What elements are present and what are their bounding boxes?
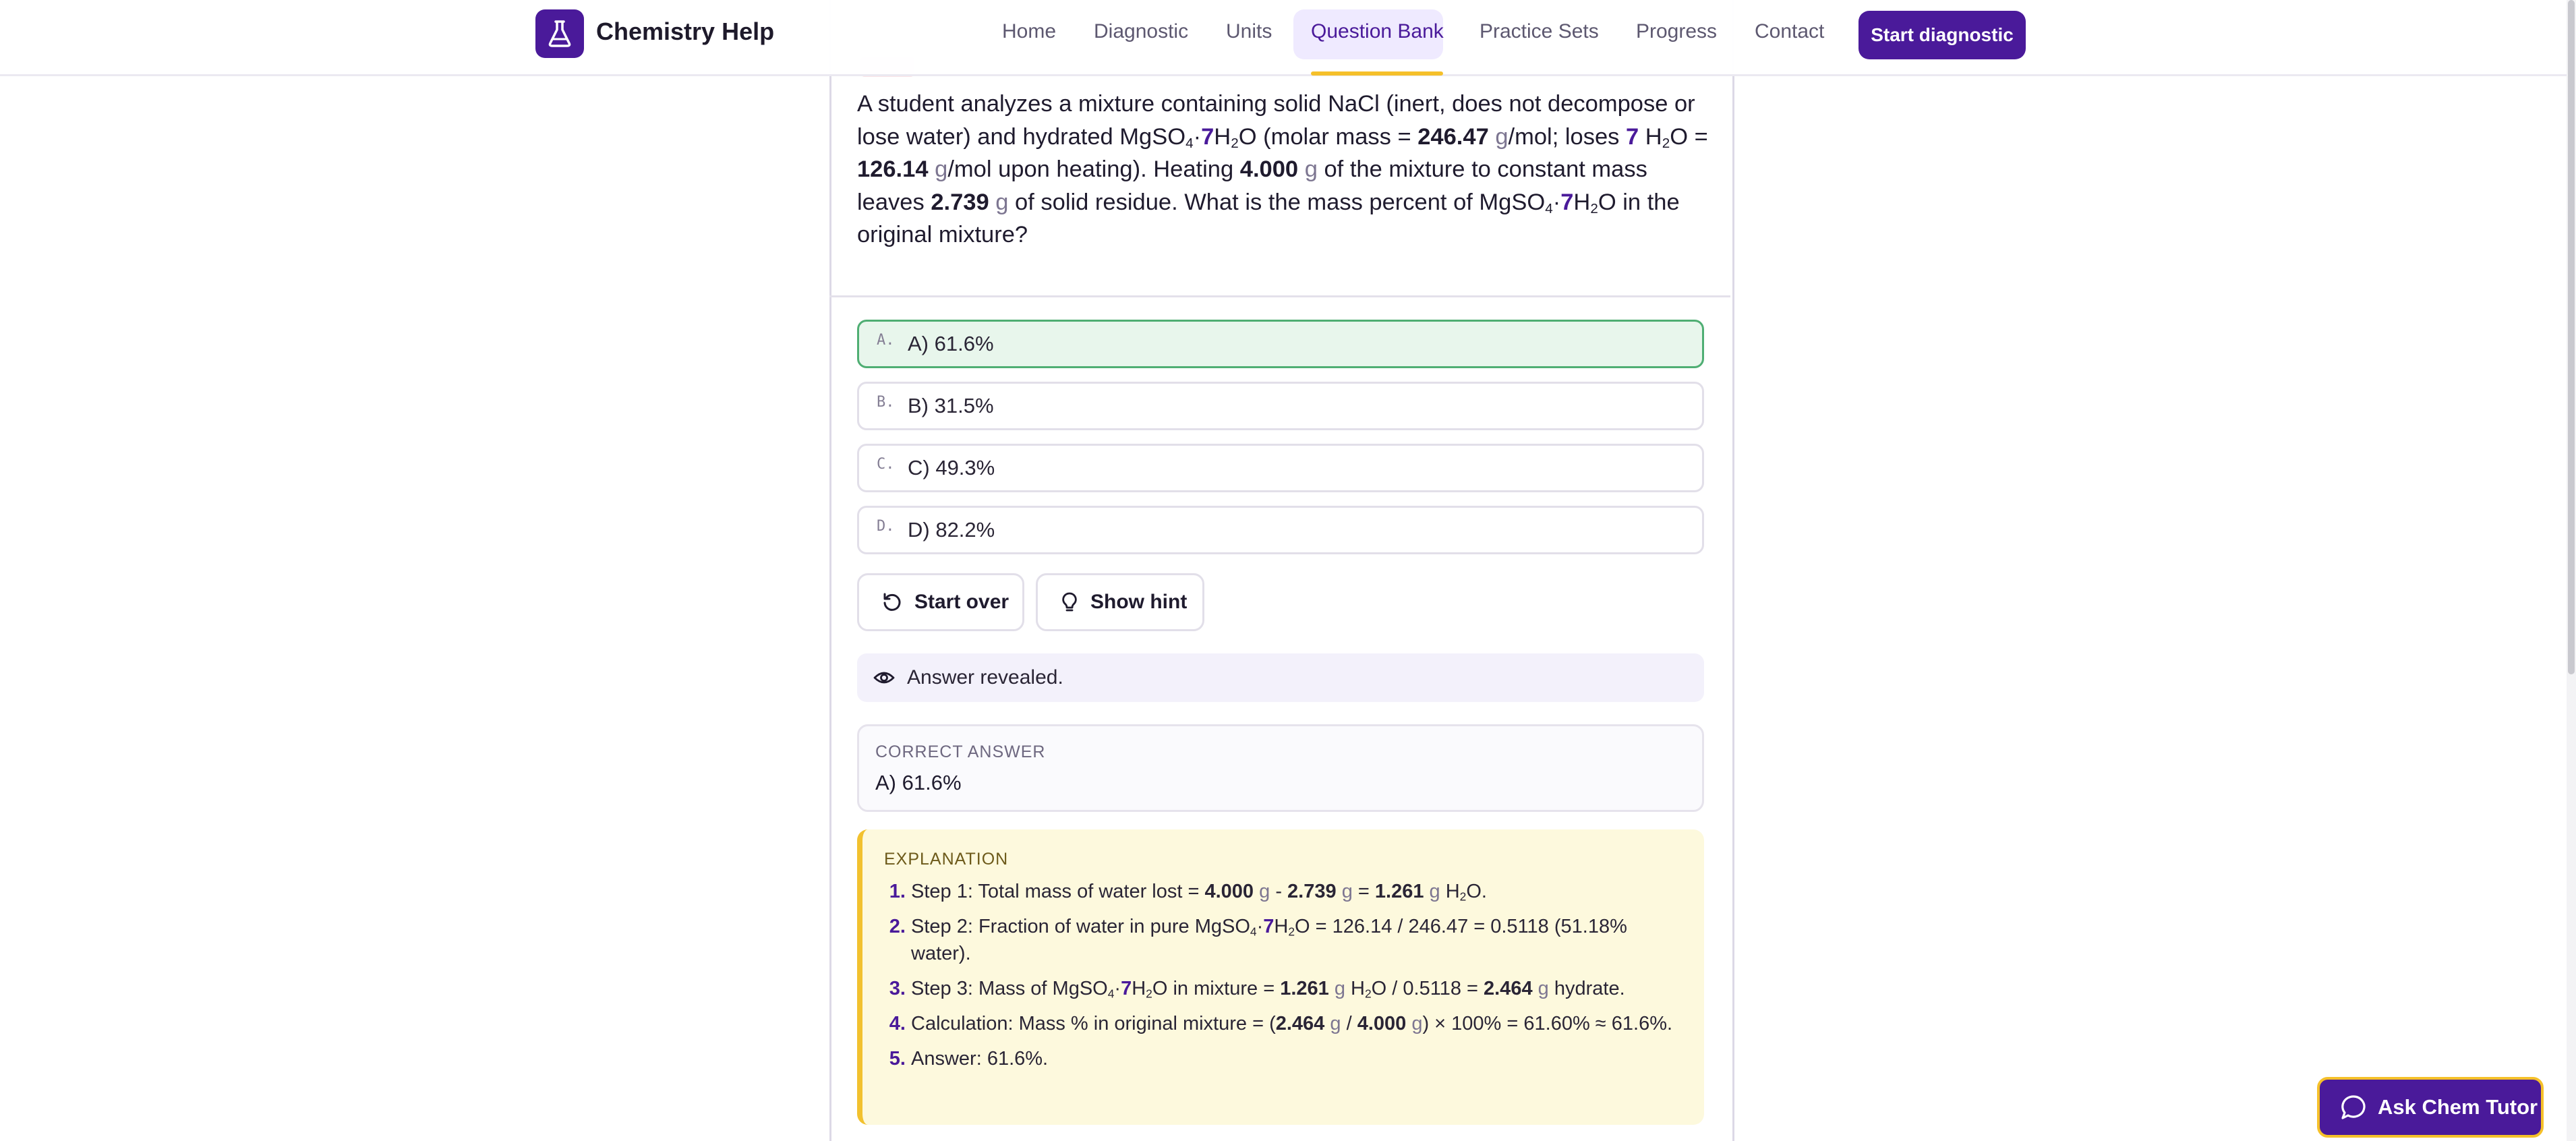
show-hint-button[interactable] xyxy=(1036,573,1204,631)
nav-units[interactable]: Units xyxy=(1226,20,1272,42)
correct-answer-value: A) 61.6% xyxy=(875,771,962,794)
option-letter: A. xyxy=(877,331,895,349)
option-letter: B. xyxy=(877,393,895,411)
nav-question-bank[interactable]: Question Bank xyxy=(1311,20,1444,42)
start-diagnostic-button[interactable]: Start diagnostic xyxy=(1858,11,2026,59)
ask-chem-tutor-button[interactable] xyxy=(2317,1077,2544,1138)
option-d[interactable] xyxy=(857,506,1704,554)
option-b[interactable] xyxy=(857,382,1704,430)
question-text: A student analyzes a mixture containing solid NaCl (inert, does not decompose or lose water) and hydrated $MgSO_4\cdot 7H_2O$ (molar mass = 246.47 g/mol; loses 7 $H_2O = 126.14$ g/mol upon heating). Heating 4.000 g of the mixture to constant mass leaves 2.739 g of solid residue. What is the mass percent of $MgSO_4\cdot 7H_2O$ in the original mixture? xyxy=(857,91,1708,247)
correct-answer-label: CORRECT ANSWER xyxy=(875,742,1046,761)
flask-logo-icon[interactable] xyxy=(535,9,584,58)
tutor-label: Ask Chem Tutor xyxy=(2378,1095,2538,1119)
top-navigation-bar xyxy=(0,0,2567,76)
chat-bubble-icon xyxy=(2340,1094,2367,1121)
question-divider xyxy=(829,295,1730,297)
notice-text: Answer revealed. xyxy=(907,666,1063,689)
option-text: D) 82.2% xyxy=(908,518,995,542)
start-over-label: Start over xyxy=(914,591,1009,613)
explanation-panel xyxy=(857,829,1704,1125)
option-text: C) 49.3% xyxy=(908,456,995,479)
option-text: B) 31.5% xyxy=(908,394,994,417)
option-letter: D. xyxy=(877,517,895,535)
explanation-step: 5. Answer: 61.6%. xyxy=(911,1045,1687,1072)
show-hint-label: Show hint xyxy=(1090,591,1188,613)
answer-revealed-notice xyxy=(857,653,1704,702)
lightbulb-icon xyxy=(1061,591,1078,613)
option-letter: C. xyxy=(877,455,895,473)
explanation-step: 3. Step 3: Mass of $MgSO_4\cdot 7H_2O$ in mixture = 1.261 g $H_2O / 0.5118 = 2.464$ g hydrate. xyxy=(911,975,1687,1002)
explanation-step: 2. Step 2: Fraction of water in pure $MgSO_4\cdot 7H_2O = 126.14 / 246.47 = 0.5118$ (51.18% water). xyxy=(911,913,1687,967)
explanation-step: 4. Calculation: Mass % in original mixture = (2.464 g / 4.000 g) × 100% = 61.60% ≈ 61.6%. xyxy=(911,1010,1687,1037)
correct-answer-box xyxy=(857,724,1704,812)
explanation-label: EXPLANATION xyxy=(884,850,1009,869)
explanation-steps xyxy=(884,878,1687,1080)
restart-icon xyxy=(882,592,902,612)
nav-contact[interactable]: Contact xyxy=(1755,20,1825,42)
nav-active-underline xyxy=(1311,71,1443,76)
option-c[interactable] xyxy=(857,444,1704,492)
nav-progress[interactable]: Progress xyxy=(1636,20,1718,42)
option-a[interactable] xyxy=(857,320,1704,368)
nav-home[interactable]: Home xyxy=(1002,20,1057,42)
brand-name[interactable]: Chemistry Help xyxy=(596,18,775,45)
eye-icon xyxy=(873,670,895,686)
nav-diagnostic[interactable]: Diagnostic xyxy=(1094,20,1189,42)
nav-practice-sets[interactable]: Practice Sets xyxy=(1480,20,1599,42)
start-over-button[interactable] xyxy=(857,573,1024,631)
scrollbar-thumb[interactable] xyxy=(2568,0,2575,674)
option-text: A) 61.6% xyxy=(908,332,994,355)
explanation-step: 1. Step 1: Total mass of water lost = 4.000 g - 2.739 g = 1.261 g $H_2O$. xyxy=(911,878,1687,905)
